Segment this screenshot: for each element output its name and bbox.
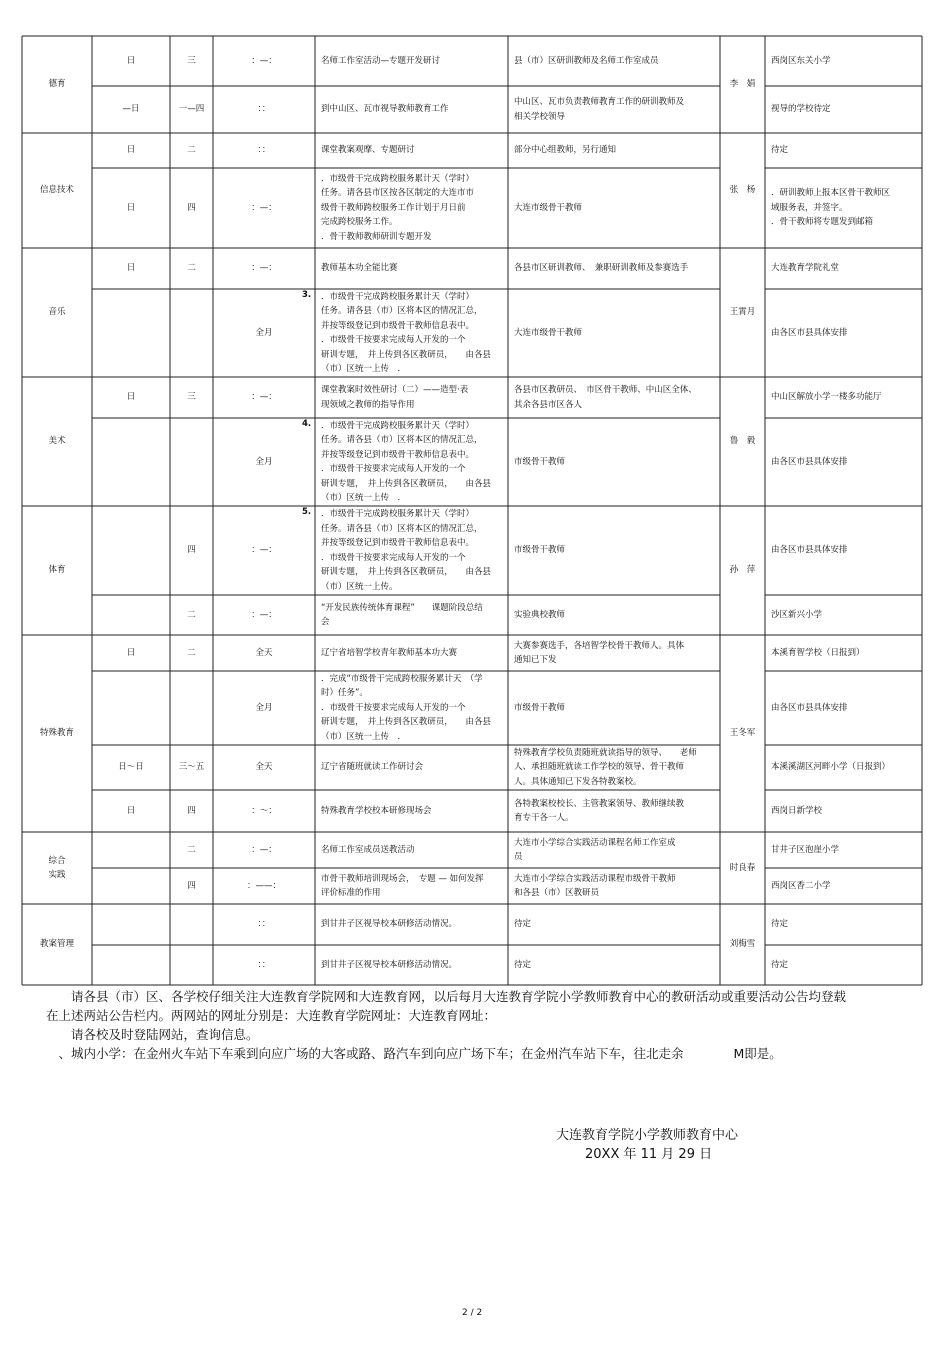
day-cell: —日	[122, 104, 140, 115]
day-cell: 日～日	[118, 762, 144, 773]
item-number-mark: 4.	[302, 419, 312, 429]
time-cell: 全月	[255, 702, 273, 713]
location-cell: 甘井子区泡崖小学	[771, 844, 840, 855]
subject-cell: 音乐	[48, 307, 66, 318]
participants-cell: 部分中心组教师，另行通知	[514, 145, 617, 156]
content-cell: ．完成“市级骨干完成跨校服务累计天 （学 时）任务”。 ．市级骨干按要求完成每人开发的一个 研训专题， 并上传到各区教研员， 由各县 （市）区统一上传 ．	[321, 673, 492, 742]
teacher-cell: 孙 萍	[729, 565, 756, 576]
content-cell: 名师工作室成员送教活动	[321, 844, 415, 855]
participants-cell: 中山区、瓦市负责教师教育工作的研训教师及 相关学校领导	[514, 97, 685, 122]
teacher-cell: 刘梅雪	[729, 939, 756, 950]
weekday-cell: 四	[187, 202, 196, 213]
participants-cell: 待定	[514, 959, 532, 970]
location-cell: 中山区解放小学一楼多功能厅	[771, 392, 882, 403]
subject-cell: 德育	[48, 79, 66, 90]
content-cell: 到中山区、瓦市视导教师教育工作	[321, 104, 449, 115]
time-cell: ：—：	[251, 202, 277, 213]
location-cell: 西岗区东关小学	[771, 55, 831, 66]
day-cell: 日	[126, 263, 136, 274]
location-cell: 待定	[771, 145, 789, 156]
time-cell: ：：	[257, 104, 271, 115]
location-cell: 由各区市县具体安排	[771, 327, 848, 338]
location-cell: 西岗区香二小学	[771, 880, 831, 891]
participants-cell: 市级骨干教师	[514, 545, 566, 556]
location-cell: 视导的学校待定	[771, 104, 831, 115]
time-cell: ：：	[257, 919, 271, 930]
time-cell: ：：	[257, 959, 271, 970]
content-cell: 特殊教育学校校本研修现场会	[321, 805, 432, 816]
participants-cell: 大连市小学综合实践活动课程名师工作室成 员	[514, 837, 676, 862]
signature-org: 大连教育学院小学教师教育中心	[556, 1128, 739, 1143]
location-cell: 由各区市县具体安排	[771, 545, 848, 556]
subject-cell: 教案管理	[39, 939, 74, 950]
weekday-cell: 二	[187, 145, 196, 156]
content-cell: 市骨干教师培训现场会， 专题 — 如何发挥 评价标准的作用	[321, 873, 484, 898]
subject-cell: 美术	[48, 436, 66, 447]
content-cell: ．市级骨干完成跨校服务累计天（学时） 任务。请各县（市）区将本区的情况汇总， 并按等级登记到市级骨干教师信息表中。 ．市级骨干按要求完成每人开发的一个 研训专题， 并上传到各区教研员， 由各县 （市）区统一上传 ．	[321, 291, 492, 374]
location-cell: 本溪溪湖区河畔小学（日报到）	[771, 762, 891, 773]
page-number: 2 / 2	[462, 1308, 483, 1318]
weekday-cell: 二	[187, 609, 196, 620]
weekday-cell: 四	[187, 880, 196, 891]
time-cell: ：：	[257, 145, 271, 156]
day-cell: 日	[126, 392, 136, 403]
subject-cell: 特殊教育	[39, 728, 74, 739]
teacher-cell: 王冬军	[729, 728, 756, 739]
weekday-cell: 三	[187, 392, 196, 403]
time-cell: ：～：	[251, 805, 277, 816]
content-cell: 到甘井子区视导校本研修活动情况。	[321, 959, 458, 970]
weekday-cell: 二	[187, 263, 196, 274]
time-cell: ：—：	[251, 392, 277, 403]
time-cell: ：—：	[251, 55, 277, 66]
content-cell: 名师工作室活动—专题开发研讨	[321, 55, 441, 66]
participants-cell: 市级骨干教师	[514, 702, 566, 713]
location-cell: 本溪育智学校（日报到）	[771, 647, 865, 658]
subject-cell: 信息技术	[39, 185, 74, 196]
day-cell: 日	[126, 55, 136, 66]
day-cell: 日	[126, 805, 136, 816]
participants-cell: 待定	[514, 919, 532, 930]
teacher-cell: 李 娟	[729, 79, 756, 90]
notes-line-4: 、城内小学：在金州火车站下车乘到向应广场的大客或路、路汽车到向应广场下车；在金州汽车站下车，往北走余 M即是。	[46, 1046, 782, 1061]
participants-cell: 大连市小学综合实践活动课程市级骨干教师 和各县（市）区教研员	[514, 873, 676, 898]
weekday-cell: 一—四	[178, 104, 205, 115]
participants-cell: 各县市区教研员、 市区骨干教师、中山区全体、 其余各县市区各人	[514, 385, 697, 410]
time-cell: ：—：	[251, 263, 277, 274]
participants-cell: 大赛参赛选手，各培智学校骨干教师人。具体 通知已下发	[514, 640, 685, 665]
signature-date: 20XX 年 11 月 29 日	[585, 1147, 713, 1162]
content-cell: 辽宁省培智学校青年教师基本功大赛	[321, 647, 458, 658]
weekday-cell: 四	[187, 805, 196, 816]
participants-cell: 实验典校教师	[514, 609, 566, 620]
time-cell: ：—：	[251, 545, 277, 556]
time-cell: 全天	[255, 762, 273, 773]
content-cell: 辽宁省随班就读工作研讨会	[321, 762, 424, 773]
location-cell: 大连教育学院礼堂	[771, 263, 840, 274]
teacher-cell: 王霄月	[729, 307, 756, 318]
time-cell: 全月	[255, 327, 273, 338]
location-cell: 西岗日新学校	[771, 805, 823, 816]
teacher-cell: 鲁 毅	[729, 436, 756, 447]
participants-cell: 县（市）区研训教师及名师工作室成员	[514, 55, 659, 66]
location-cell: 沙区新兴小学	[771, 609, 823, 620]
weekday-cell: 三	[187, 55, 196, 66]
content-cell: ．市级骨干完成跨校服务累计天（学时） 任务。请各县（市）区将本区的情况汇总， 并按等级登记到市级骨干教师信息表中。 ．市级骨干按要求完成每人开发的一个 研训专题， 并上传到各区教研员， 由各县 （市）区统一上传 ．	[321, 420, 492, 503]
notes-line-2: 在上述两站公告栏内。两网站的网址分别是：大连教育学院网址：大连教育网址：	[46, 1008, 497, 1023]
location-cell: ．研训教师上报本区骨干教师区 域服务表，并签字。 ．骨干教师将专题发到邮箱	[771, 188, 891, 228]
location-cell: 待定	[771, 919, 789, 930]
time-cell: ：—：	[251, 844, 277, 855]
participants-cell: 大连市级骨干教师	[514, 327, 583, 338]
day-cell: 日	[126, 647, 136, 658]
location-cell: 由各区市县具体安排	[771, 456, 848, 467]
content-cell: ．市级骨干完成跨校服务累计天（学时） 任务。请各县（市）区将本区的情况汇总， 并按等级登记到市级骨干教师信息表中。 ．市级骨干按要求完成每人开发的一个 研训专题， 并上传到各区教研员， 由各县 （市）区统一上传。	[321, 509, 492, 592]
participants-cell: 各县市区研训教师、 兼职研训教师及参赛选手	[514, 263, 689, 274]
weekday-cell: 四	[187, 545, 196, 556]
content-cell: 课堂教案时效性研讨（二）——造型·表 现领域之教师的指导作用	[321, 385, 469, 410]
time-cell: 全天	[255, 647, 273, 658]
time-cell: ：——：	[246, 880, 281, 891]
item-number-mark: 3.	[302, 290, 312, 300]
participants-cell: 特殊教育学校负责随班就读指导的领导、 老师 人、承担随班就读工作学校的领导、骨干教师 人。具体通知已下发各特教案校。	[514, 747, 697, 787]
teacher-cell: 时良春	[729, 862, 756, 873]
subject-cell: 综合 实践	[48, 855, 66, 880]
location-cell: 由各区市县具体安排	[771, 702, 848, 713]
day-cell: 日	[126, 145, 136, 156]
weekday-cell: 二	[187, 844, 196, 855]
time-cell: ：—：	[251, 609, 277, 620]
weekday-cell: 二	[187, 647, 196, 658]
content-cell: ．市级骨干完成跨校服务累计天（学时） 任务。请各县市区按各区制定的大连市市 级骨干教师跨校服务工作计划于月日前 完成跨校服务工作。 ．骨干教师教师研训专题开发	[321, 173, 475, 242]
subject-cell: 体育	[48, 565, 66, 576]
participants-cell: 市级骨干教师	[514, 456, 566, 467]
weekday-cell: 三～五	[178, 762, 205, 773]
notes-line-1: 请各县（市）区、各学校仔细关注大连教育学院网和大连教育网，以后每月大连教育学院小学教师教育中心的教研活动或重要活动公告均登载	[46, 989, 847, 1004]
participants-cell: 各特教案校校长、主管教案领导、教师继续教 育专干各一人。	[514, 798, 685, 823]
content-cell: 到甘井子区视导校本研修活动情况。	[321, 919, 458, 930]
content-cell: 教师基本功全能比赛	[321, 263, 398, 274]
teacher-cell: 张 杨	[729, 185, 756, 196]
content-cell: 课堂教案观摩、专题研讨	[321, 145, 415, 156]
item-number-mark: 5.	[302, 507, 312, 517]
location-cell: 待定	[771, 959, 789, 970]
participants-cell: 大连市级骨干教师	[514, 202, 583, 213]
content-cell: “开发民族传统体育课程” 课题阶段总结 会	[321, 602, 483, 627]
day-cell: 日	[126, 202, 136, 213]
time-cell: 全月	[255, 456, 273, 467]
notes-line-3: 请各校及时登陆网站，查询信息。	[46, 1027, 259, 1042]
